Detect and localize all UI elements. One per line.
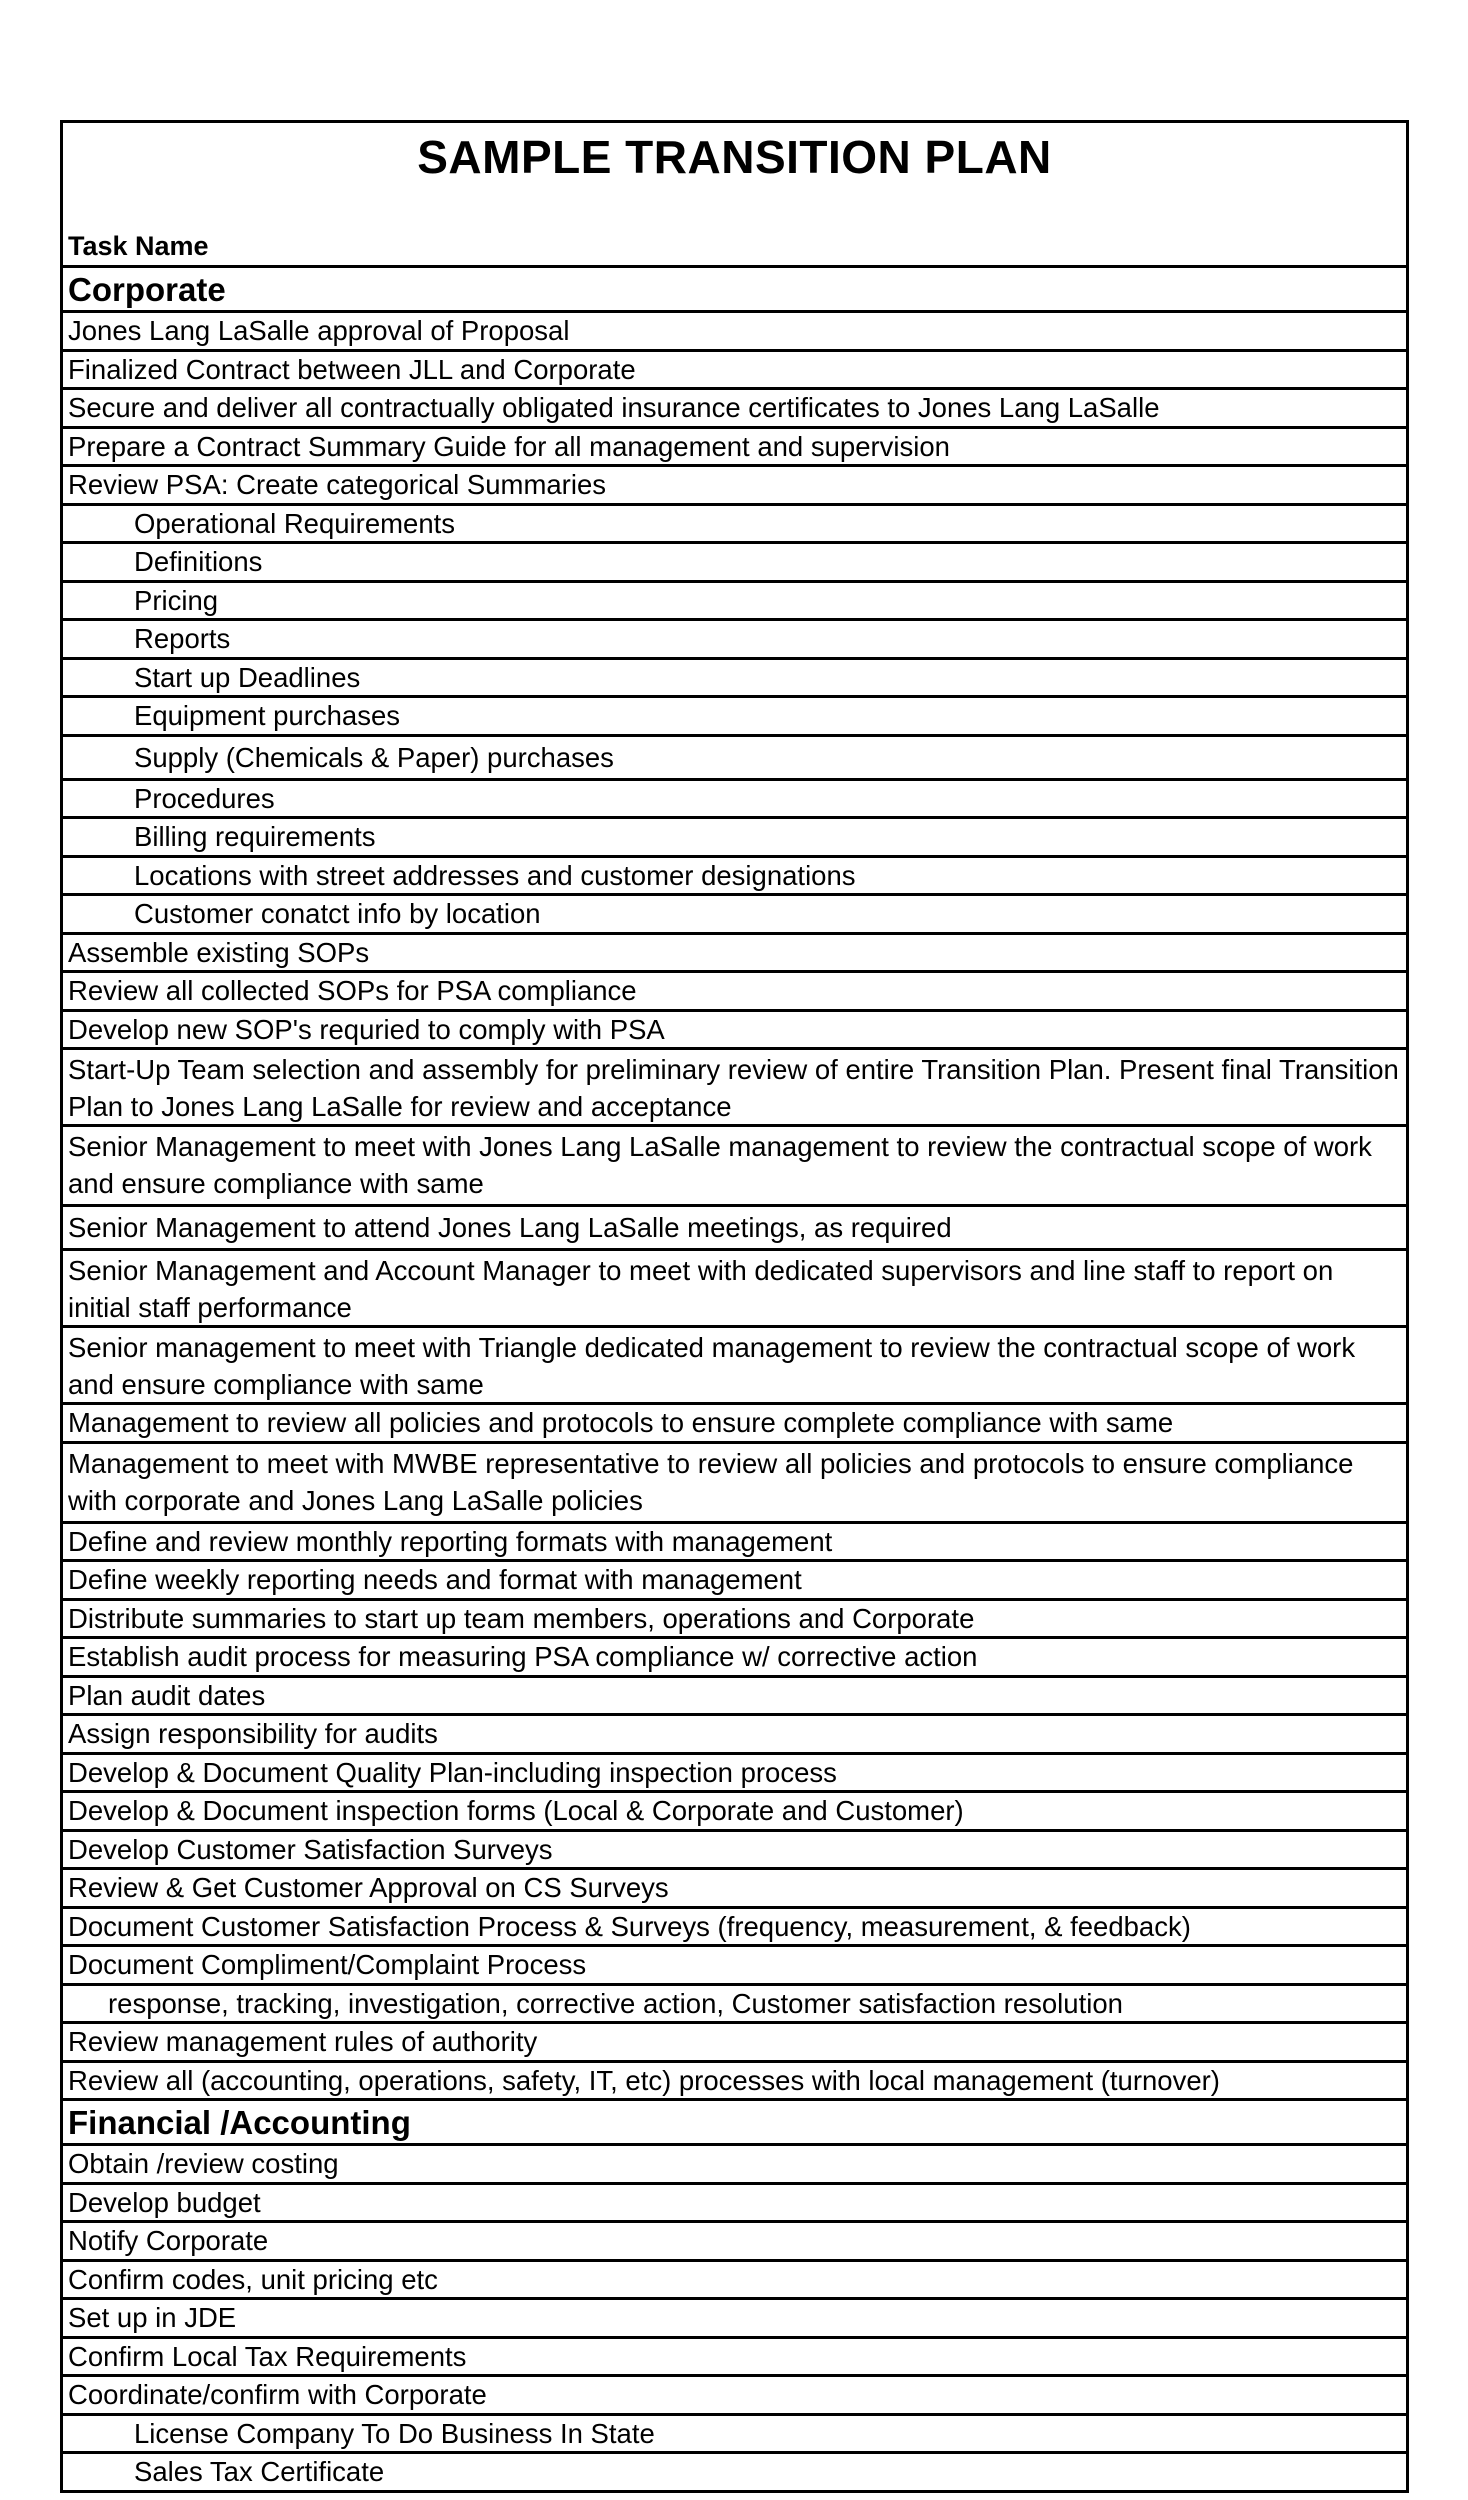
task-row: Assign responsibility for audits bbox=[63, 1716, 1406, 1755]
task-row: Document Customer Satisfaction Process & Surveys (frequency, measurement, & feedback) bbox=[63, 1909, 1406, 1948]
subtask-row: Start up Deadlines bbox=[63, 660, 1406, 699]
task-row: Start-Up Team selection and assembly for preliminary review of entire Transition Plan. Present final Transition Plan to Jones Lang LaSalle for review and acceptance bbox=[63, 1050, 1406, 1127]
task-row: Document Compliment/Complaint Process bbox=[63, 1947, 1406, 1986]
subtask-row: Equipment purchases bbox=[63, 698, 1406, 737]
task-row: Develop budget bbox=[63, 2185, 1406, 2224]
task-row: Develop new SOP's requried to comply with PSA bbox=[63, 1012, 1406, 1051]
task-row: Jones Lang LaSalle approval of Proposal bbox=[63, 313, 1406, 352]
section-header-row: Financial /Accounting bbox=[63, 2101, 1406, 2146]
task-row: Finalized Contract between JLL and Corporate bbox=[63, 352, 1406, 391]
task-row: Obtain /review costing bbox=[63, 2146, 1406, 2185]
task-row: Assemble existing SOPs bbox=[63, 935, 1406, 974]
task-row: Review PSA: Create categorical Summaries bbox=[63, 467, 1406, 506]
column-header-task-name: Task Name bbox=[63, 191, 1406, 268]
task-row: Plan audit dates bbox=[63, 1678, 1406, 1717]
task-row: Define and review monthly reporting formats with management bbox=[63, 1524, 1406, 1563]
subtask-row: Definitions bbox=[63, 544, 1406, 583]
subtask-row: Operational Requirements bbox=[63, 506, 1406, 545]
subtask-detail-row: response, tracking, investigation, corrective action, Customer satisfaction resolution bbox=[63, 1986, 1406, 2025]
subtask-row: Locations with street addresses and customer designations bbox=[63, 858, 1406, 897]
task-row: Develop & Document inspection forms (Local & Corporate and Customer) bbox=[63, 1793, 1406, 1832]
task-row: Establish audit process for measuring PSA compliance w/ corrective action bbox=[63, 1639, 1406, 1678]
section-header-row: Corporate bbox=[63, 268, 1406, 313]
task-row: Review & Get Customer Approval on CS Surveys bbox=[63, 1870, 1406, 1909]
task-row: Senior Management to attend Jones Lang LaSalle meetings, as required bbox=[63, 1207, 1406, 1251]
task-row: Secure and deliver all contractually obligated insurance certificates to Jones Lang LaSalle bbox=[63, 390, 1406, 429]
task-row: Prepare a Contract Summary Guide for all management and supervision bbox=[63, 429, 1406, 468]
task-row: Define weekly reporting needs and format with management bbox=[63, 1562, 1406, 1601]
task-row: Set up in JDE bbox=[63, 2300, 1406, 2339]
transition-plan-sheet bbox=[60, 120, 1409, 2493]
task-row: Review management rules of authority bbox=[63, 2024, 1406, 2063]
task-row: Coordinate/confirm with Corporate bbox=[63, 2377, 1406, 2416]
task-row: Develop Customer Satisfaction Surveys bbox=[63, 1832, 1406, 1871]
subtask-row: Customer conatct info by location bbox=[63, 896, 1406, 935]
task-row: Notify Corporate bbox=[63, 2223, 1406, 2262]
task-row: Management to review all policies and protocols to ensure complete compliance with same bbox=[63, 1405, 1406, 1444]
task-row: Senior management to meet with Triangle dedicated management to review the contractual scope of work and ensure compliance with same bbox=[63, 1328, 1406, 1405]
subtask-row: Supply (Chemicals & Paper) purchases bbox=[63, 737, 1406, 781]
task-row: Senior Management to meet with Jones Lang LaSalle management to review the contractual scope of work and ensure compliance with same bbox=[63, 1127, 1406, 1207]
page-title: SAMPLE TRANSITION PLAN bbox=[417, 131, 1052, 183]
task-list bbox=[63, 268, 1406, 2493]
subtask-row: Reports bbox=[63, 621, 1406, 660]
subtask-row: Billing requirements bbox=[63, 819, 1406, 858]
task-row: Confirm codes, unit pricing etc bbox=[63, 2262, 1406, 2301]
subtask-row: Pricing bbox=[63, 583, 1406, 622]
subtask-row: Procedures bbox=[63, 781, 1406, 820]
task-row: Distribute summaries to start up team members, operations and Corporate bbox=[63, 1601, 1406, 1640]
task-row: Senior Management and Account Manager to meet with dedicated supervisors and line staff to report on initial staff performance bbox=[63, 1251, 1406, 1328]
task-row: Management to meet with MWBE representative to review all policies and protocols to ensure compliance with corporate and Jones Lang LaSalle policies bbox=[63, 1444, 1406, 1524]
task-row: Review all (accounting, operations, safety, IT, etc) processes with local management (turnover) bbox=[63, 2063, 1406, 2102]
subtask-row: License Company To Do Business In State bbox=[63, 2416, 1406, 2455]
task-row: Develop & Document Quality Plan-including inspection process bbox=[63, 1755, 1406, 1794]
task-row: Review all collected SOPs for PSA compliance bbox=[63, 973, 1406, 1012]
task-row: Confirm Local Tax Requirements bbox=[63, 2339, 1406, 2378]
subtask-row: Sales Tax Certificate bbox=[63, 2454, 1406, 2493]
